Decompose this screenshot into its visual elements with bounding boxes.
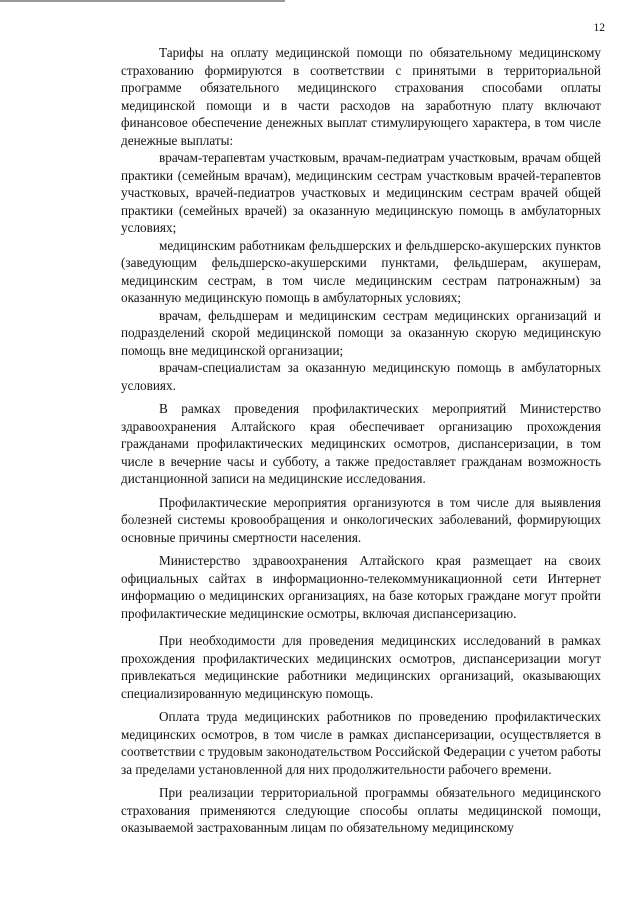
paragraph-feldsher-points: медицинским работникам фельдшерских и фельдшерско-акушерских пунктов (заведующим фельдшерско-акушерскими пунктами, фельдшерам, акушерам, медицинским сестрам, в том числе медицинским сестрам патронажным) за оказанную медицинскую помощь в амбулаторных условиях; (121, 237, 601, 305)
paragraph-specialists: врачам-специалистам за оказанную медицинскую помощь в амбулаторных условиях. (121, 360, 601, 393)
paragraph-specialized-workers: При необходимости для проведения медицинских исследований в рамках прохождения профилактических медицинских осмотров, диспансеризации могут привлекаться медицинские работники медицинских организаций, оказывающих специализированную медицинскую помощь. (121, 633, 601, 701)
page-number: 12 (593, 22, 605, 34)
paragraph-ambulance: врачам, фельдшерам и медицинским сестрам медицинских организаций и подразделений скорой медицинской помощи за оказанную скорую медицинскую помощь вне медицинской организации; (121, 307, 601, 358)
paragraph-ministry-websites: Министерство здравоохранения Алтайского края размещает на своих официальных сайтах в информационно-телекоммуникационной сети Интернет информацию о медицинских организациях, на базе которых граждане могут пройти профилактические медицинские осмотры, включая диспансеризацию. (121, 553, 601, 621)
paragraph-district-doctors: врачам-терапевтам участковым, врачам-педиатрам участковым, врачам общей практики (семейным врачам), медицинским сестрам участковым врачей-терапевтов участковых, врачей-педиатров участковых и медицинским сестрам врачей общей практики (семейных врачей) за оказанную медицинскую помощь в амбулаторных условиях; (121, 150, 601, 235)
paragraph-tariffs: Тарифы на оплату медицинской помощи по обязательному медицинскому страхованию формируются в соответствии с принятыми в территориальной программе обязательного медицинского страхования способами оплаты медицинской помощи и в части расходов на заработную плату включают финансовое обеспечение денежных выплат стимулирующего характера, в том числе денежные выплаты: (121, 45, 601, 148)
paragraph-labor-payment: Оплата труда медицинских работников по проведению профилактических медицинских осмотров, в том числе в рамках диспансеризации, осуществляется в соответствии с трудовым законодательством Российской Федерации с учетом работы за пределами установленной для них продолжительности рабочего времени. (121, 709, 601, 777)
paragraph-preventive-goals: Профилактические мероприятия организуются в том числе для выявления болезней системы кровообращения и онкологических заболеваний, формирующих основные причины смертности населения. (121, 494, 601, 545)
top-rule (0, 0, 285, 2)
page-body (121, 44, 601, 837)
paragraph-preventive-measures: В рамках проведения профилактических мероприятий Министерство здравоохранения Алтайского края обеспечивает организацию прохождения гражданами профилактических медицинских осмотров, диспансеризации, в том числе в вечерние часы и субботу, а также предоставляет гражданам возможность дистанционной записи на медицинские исследования. (121, 401, 601, 486)
paragraph-payment-methods: При реализации территориальной программы обязательного медицинского страхования применяются следующие способы оплаты медицинской помощи, оказываемой застрахованным лицам по обязательному медицинскому (121, 785, 601, 835)
